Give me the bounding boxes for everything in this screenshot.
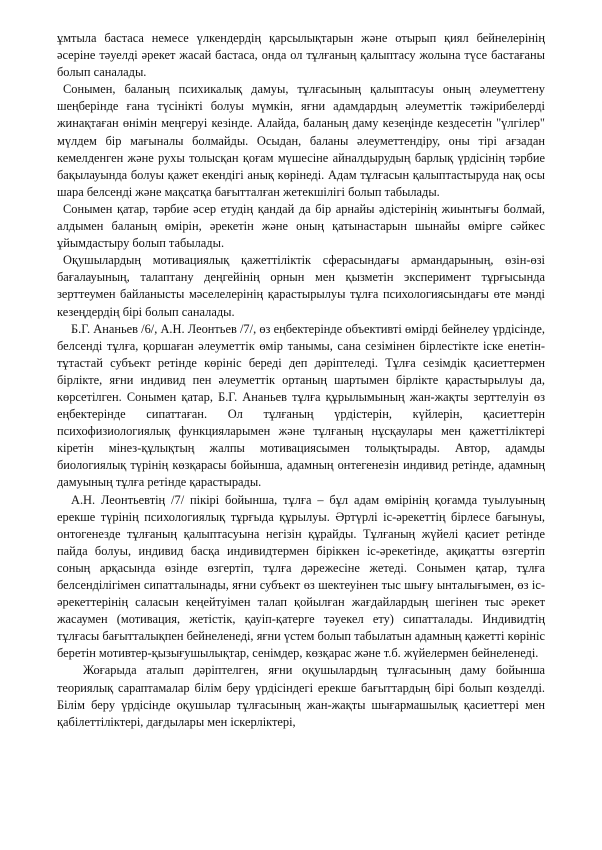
paragraph-ananyev: Б.Г. Ананьев /6/, А.Н. Леонтьев /7/, өз еңбектерінде объективті өмірді бейнелеу үрдісінде, белсенді тұлға, қоршаған әлеуметтік өмір танымы, сана сезімінен бірлестікте іске енетін-тұтастай субъект ретінде көрініс береді деп дәріптеледі. Тұлға сезімдік қасиеттермен бірлікте, яғни индивид пен әлеуметтік ортаның шартымен бірлікте қарастырылуы да, көрсетілген. Сонымен қатар, Б.Г. Ананьев тұлға құрылымының жан-жақты зерттелуін өз еңбектерінде сипаттаған. Ол тұлғаның үрдістерін, күйлерін, қасиеттерін психофизиологиялық функцияларымен және тұлғаның нұсқаулары мен қажеттіліктері кіретін мінез-құлықтың жалпы мотивациясымен толықтырады. Автор, адамды биологиялық түрінің көзқарасы бойынша, адамның онтегенезін индивид ретінде, адамның дамуының тұлға ретінде қарастырады.	[57, 321, 545, 490]
document-page	[57, 30, 545, 731]
paragraph-motivation: Оқушылардың мотивациялық қажеттіліктік сферасындағы армандарының, өзін-өзі бағалауының, талаптану деңгейінің орнын мен қызметін эксперимент тұрғысында зерттеумен байланысты мәселелерінің қарастырылуы тұлға психологиясындағы өте мәнді кезеңдердің бірі болып саналады.	[57, 253, 545, 319]
paragraph-continued: ұмтыла бастаса немесе үлкендердің қарсылықтарын және отырып қиял бейнелерінің әсеріне тәуелді әрекет жасай бастаса, онда ол тұлғаның қалыптасу жолына түсе бастағаны болып саналады.	[57, 31, 545, 80]
paragraph-upbringing: Сонымен қатар, тәрбие әсер етудің қандай да бір арнайы әдістерінің жиынтығы болмай, алдымен баланың өмірін, әрекетін және оның қатынастарын шынайы өмірге сәйкес ұйымдастыру болып табылады.	[57, 201, 545, 251]
paragraph-conclusion: Жоғарыда аталып дәріптелген, яғни оқушылардың тұлғасының даму бойынша теориялық сараптамалар білім беру үрдісіндегі ерекше бағыттардың бірі болып көзделді. Білім беру үрдісінде оқушылар тұлғасының жан-жақты шығармашылық қасиеттері мен қабілеттіліктері, дағдылары мен іскерліктері,	[57, 663, 545, 729]
paragraph-leontiev: А.Н. Леонтьевтің /7/ пікірі бойынша, тұлға – бұл адам өмірінің қоғамда туылуының ерекше түрінің психологиялық тұрғыда құрылуы. Әртүрлі іс-әрекеттің бірлесе бағынуы, онтогенезде тұлғаның қалыптасуына негізін құрайды. Тұлғаның жүйелі қасиет ретінде пайда болуы, индивид басқа индивидтермен біріккен іс-әрекетінде, ақиқатты өзгертіп соның арқасында өзінде өзгертіп, тұлға дәрежесіне жетеді. Сонымен қатар, тұлға белсенділігімен сипатталынады, яғни субъект өз шектеуінен тыс шығу ынталығымен, өз іс-әрекеттерінің саласын кеңейтуімен талап қойылған жағдайлардың шегінен тыс әрекет жасаумен (мотивация, жетістік, қауіп-қатерге тәуекел ету) сипатталады. Индивидтің тұлғасы бағытталықпен бейнеленеді, яғни үстем болып табылатын адамның қажетті көрініс беретін мотивтер-қызығушылықтар, сенімдер, көзқарас және т.б. жүйелермен бейнеленеді.	[57, 492, 545, 661]
paragraph-socialization: Сонымен, баланың психикалық дамуы, тұлғасының қалыптасуы оның әлеуметтену шеңберінде ғана түсінікті болуы мүмкін, яғни адамдардың әлеуметтік тәжірибелерді жинақтаған өнімін меңгеруі кезінде. Алайда, баланың даму кезеңінде кездесетін "үлгілер" мүлдем бір мағыналы болмайды. Осыдан, баланы әлеуметтендіру, оны тірі ағзадан кемелденген және рухы толысқан қоғам мүшесіне айналдырудың барлық үрдісінің тәрбие бақылауында болуы қажет екендігі анық көрінеді. Адам тұлғасын қалыптастыруда нақ осы шара белсенді және мақсатқа бағытталған жетекшілігі болып табылады.	[57, 82, 545, 199]
